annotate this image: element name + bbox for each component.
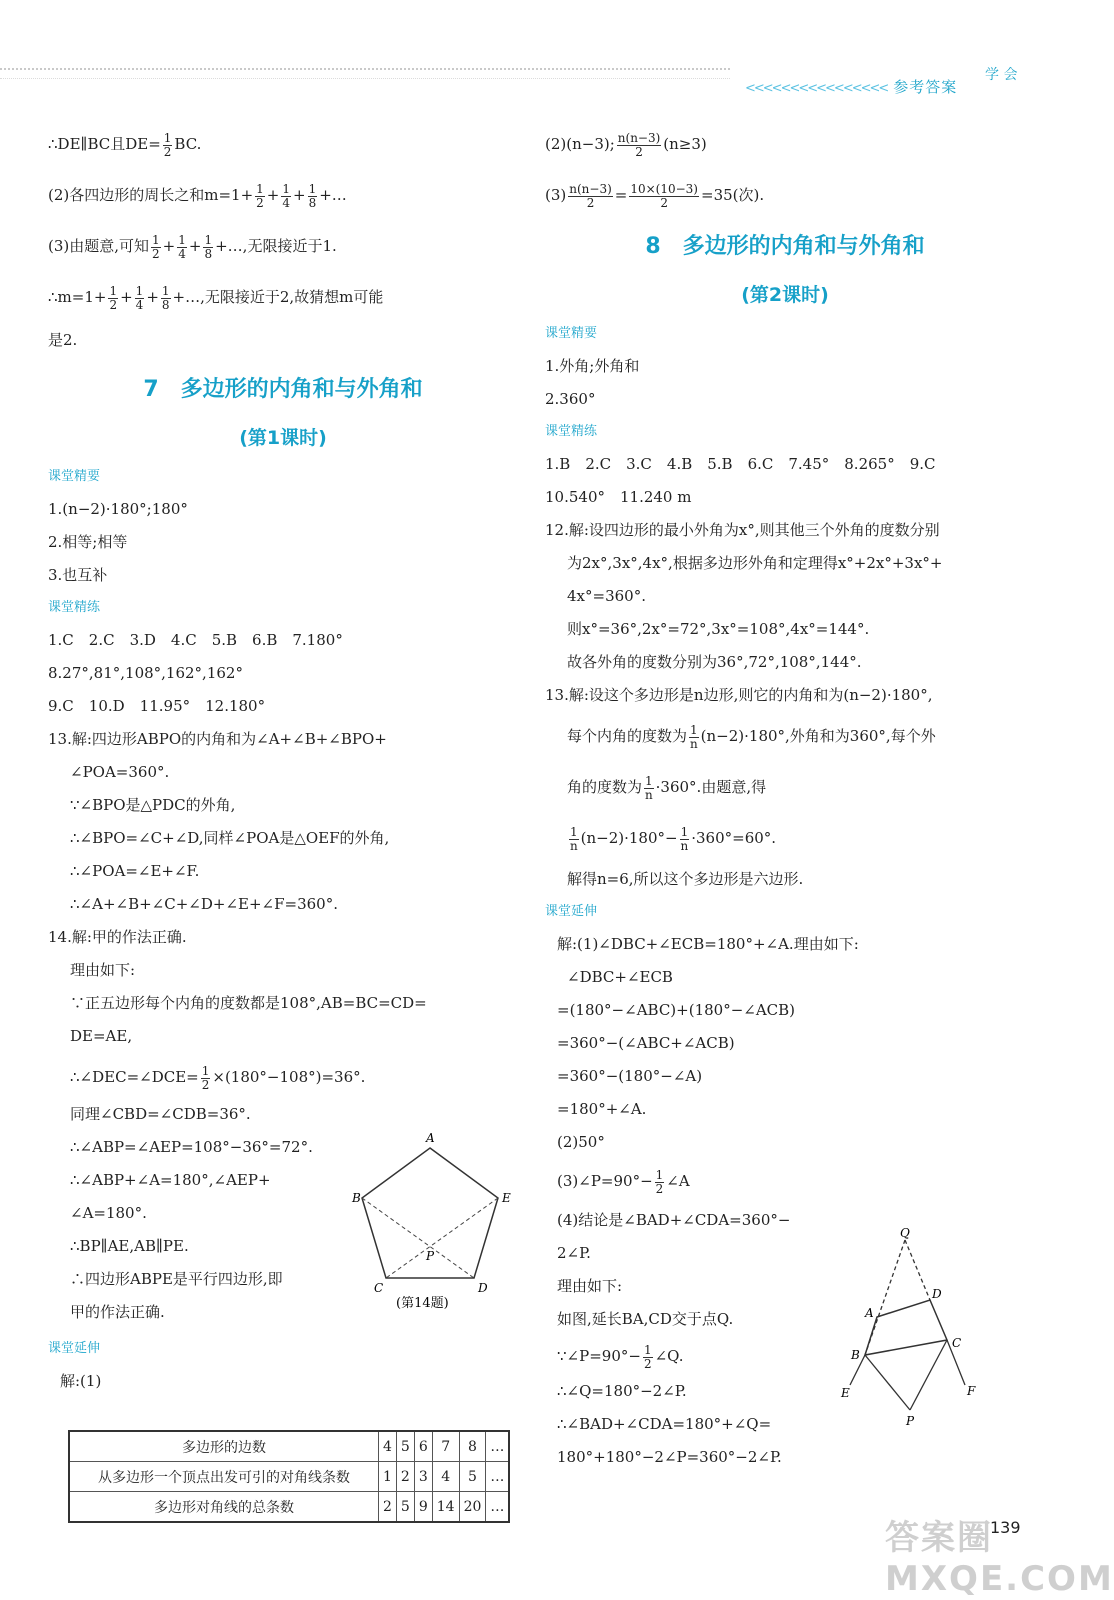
figure-caption: (第14题) [396,1296,449,1311]
table-cell: 9 [414,1492,432,1523]
section-label: 课堂精练 [48,600,101,615]
table-cell: 5 [396,1431,414,1462]
extension-line [905,1240,930,1300]
q12-line: 故各外角的度数分别为36°,72°,108°,144°. [567,653,862,671]
table-cell: … [486,1431,510,1462]
point-label: E [502,1191,511,1205]
point-label: P [426,1249,435,1263]
table-cell: 5 [396,1492,414,1523]
ys-line: =(180°−∠ABC)+(180°−∠ACB) [557,1001,796,1019]
text-line: 是2. [48,331,78,349]
ys-line: =360°−(∠ABC+∠ACB) [557,1034,735,1052]
point-label: D [932,1287,942,1301]
ys-line: 如图,延长BA,CD交于点Q. [557,1310,734,1328]
text-line: (2)(n−3); $\frac{n(n-3)}{2}$ (n≥3) [545,130,707,159]
table-cell: 2 [379,1492,397,1523]
ys-line: (3)∠P=90°− $\frac{1}{2}$ ∠A [557,1167,690,1196]
point-label: B [851,1348,860,1362]
corner-mark: 学 会 [985,67,1018,83]
section-label: 课堂精要 [545,326,598,341]
pentagon-figure [350,1120,520,1310]
q14-line: 14.解:甲的作法正确. [48,928,187,946]
q12-line: 12.解:设四边形的最小外角为x°,则其他三个外角的度数分别 [545,521,940,539]
ys-line: 2∠P. [557,1244,591,1262]
segment [865,1355,910,1410]
answer-line: 1.外角;外角和 [545,357,640,375]
dashed-diagonal [386,1198,498,1278]
quadrilateral-figure [835,1225,985,1440]
q14-line: 同理∠CBD=∠CDB=36°. [70,1105,251,1123]
q13-line: 角的度数为 $\frac{1}{n}$ ·360°.由题意,得 [567,773,767,802]
point-label: C [374,1281,384,1295]
text-line: (3)由题意,可知 $\frac{1}{2}$ + $\frac{1}{4}$ + $\frac{1}{8}$ +…,无限接近于1. [48,232,337,261]
section-title: 7 多边形的内角和与外角和 [143,377,423,402]
text-line: ∴m=1+ $\frac{1}{2}$ + $\frac{1}{4}$ + $\frac{1}{8}$ +…,无限接近于2,故猜想m可能 [48,283,384,312]
section-label: 课堂延伸 [545,904,598,919]
q14-line: 理由如下: [70,961,136,979]
point-label: A [426,1131,435,1145]
q13-line: ∵∠BPO是△PDC的外角, [70,796,236,814]
page-number: 139 [990,1518,1021,1537]
fraction: $\frac{1}{2}$ [163,130,172,159]
diagonal-table [68,1430,510,1523]
chevron-icon: <<<<<<<<<<<<<<<< [745,81,888,96]
q14-line: ∠A=180°. [70,1204,147,1222]
q14-line: ∴∠DEC=∠DCE= $\frac{1}{2}$ ×(180°−108°)=36°. [70,1063,366,1092]
header-label [745,76,957,97]
q14-line: ∴四边形ABPE是平行四边形,即 [70,1270,283,1288]
table-row [69,1431,509,1462]
dashed-diagonal [362,1198,474,1278]
header-dots [0,68,730,70]
table-cell: 20 [459,1492,486,1523]
point-label: P [906,1414,915,1428]
section-label: 课堂精练 [545,424,598,439]
point-label: E [841,1386,850,1400]
segment [910,1340,947,1410]
header-title: 参考答案 [893,78,958,96]
section-label: 课堂延伸 [48,1341,101,1356]
point-label: Q [900,1226,910,1240]
table-cell: 8 [459,1431,486,1462]
ys-line: ∵∠P=90°− $\frac{1}{2}$ ∠Q. [557,1342,684,1371]
table-cell: 多边形对角线的总条数 [69,1492,379,1523]
q14-line: DE=AE, [70,1027,133,1045]
q14-line: 甲的作法正确. [70,1303,165,1321]
quadrilateral [865,1300,947,1355]
q13-line: ∴∠BPO=∠C+∠D,同样∠POA是△OEF的外角, [70,829,390,847]
table-cell: 6 [414,1431,432,1462]
q12-line: 为2x°,3x°,4x°,根据多边形外角和定理得x°+2x°+3x°+ [567,554,943,572]
ys-line: 理由如下: [557,1277,623,1295]
section-title: 8 多边形的内角和与外角和 [645,234,925,259]
answer-line: 3.也互补 [48,566,108,584]
q13-line: $\frac{1}{n}$ (n−2)·180°− $\frac{1}{n}$ ·360°=60°. [569,824,777,853]
q14-line: ∴∠ABP=∠AEP=108°−36°=72°. [70,1138,313,1156]
header-dots-2 [0,78,730,79]
ys-line: =180°+∠A. [557,1100,647,1118]
text-line: (2)各四边形的周长之和m=1+ $\frac{1}{2}$ + $\frac{1}{4}$ + $\frac{1}{8}$ +… [48,181,347,210]
section-label: 课堂精要 [48,469,101,484]
table-row [69,1492,509,1523]
answer-line: 2.360° [545,390,596,408]
q13-line: 解得n=6,所以这个多边形是六边形. [567,870,804,888]
table-cell: … [486,1462,510,1492]
table-cell: … [486,1492,510,1523]
answer-line: 2.相等;相等 [48,533,128,551]
point-label: A [865,1306,874,1320]
ys-line: 180°+180°−2∠P=360°−2∠P. [557,1448,782,1466]
table-cell: 1 [379,1462,397,1492]
answer-line: 1.C 2.C 3.D 4.C 5.B 6.B 7.180° [48,631,343,649]
section-subtitle: (第1课时) [239,427,327,449]
table-cell: 多边形的边数 [69,1431,379,1462]
answer-line: 1.(n−2)·180°;180° [48,500,188,518]
table-cell: 2 [396,1462,414,1492]
q14-line: ∵正五边形每个内角的度数都是108°,AB=BC=CD= [70,994,427,1012]
q13-line: ∴∠A+∠B+∠C+∠D+∠E+∠F=360°. [70,895,338,913]
ys-line: ∴∠BAD+∠CDA=180°+∠Q= [557,1415,772,1433]
answer-line: 8.27°,81°,108°,162°,162° [48,664,243,682]
q14-line: ∴BP∥AE,AB∥PE. [70,1237,189,1255]
section-subtitle: (第2课时) [741,284,829,306]
table-cell: 7 [432,1431,459,1462]
table-row [69,1462,509,1492]
table-cell: 4 [432,1462,459,1492]
q13-line: 每个内角的度数为 $\frac{1}{n}$ (n−2)·180°,外角和为360°,每个外 [567,722,936,751]
point-label: D [478,1281,488,1295]
q14-line: ∴∠ABP+∠A=180°,∠AEP+ [70,1171,271,1189]
point-label: F [967,1384,976,1398]
q12-line: 4x°=360°. [567,587,646,605]
q13-line: ∠POA=360°. [70,763,170,781]
text-line: (3) $\frac{n(n-3)}{2}$ = $\frac{10\times(10-3)}{2}$ =35(次). [545,181,765,210]
text-line: 解:(1) [60,1372,102,1390]
answer-line: 1.B 2.C 3.C 4.B 5.B 6.C 7.45° 8.265° 9.C [545,455,936,473]
point-label: C [952,1336,962,1350]
point-label: B [352,1191,361,1205]
table-cell: 从多边形一个顶点出发可引的对角线条数 [69,1462,379,1492]
q12-line: 则x°=36°,2x°=72°,3x°=108°,4x°=144°. [567,620,870,638]
q13-line: 13.解:设这个多边形是n边形,则它的内角和为(n−2)·180°, [545,686,933,704]
table-cell: 5 [459,1462,486,1492]
answer-line: 9.C 10.D 11.95° 12.180° [48,697,266,715]
ys-line: (4)结论是∠BAD+∠CDA=360°− [557,1211,791,1229]
watermark: 答案圈 MXQE.COM [885,1518,1114,1599]
ys-line: ∠DBC+∠ECB [567,968,673,986]
table-cell: 4 [379,1431,397,1462]
q13-line: ∴∠POA=∠E+∠F. [70,862,200,880]
ys-line: ∴∠Q=180°−2∠P. [557,1382,687,1400]
ys-line: 解:(1)∠DBC+∠ECB=180°+∠A.理由如下: [557,935,859,953]
q13-line: 13.解:四边形ABPO的内角和为∠A+∠B+∠BPO+ [48,730,387,748]
text-line: ∴DE∥BC且DE= $\frac{1}{2}$ BC. [48,130,202,159]
table-cell: 3 [414,1462,432,1492]
answer-line: 10.540° 11.240 m [545,488,692,506]
ys-line: (2)50° [557,1133,605,1151]
table-cell: 14 [432,1492,459,1523]
ys-line: =360°−(180°−∠A) [557,1067,703,1085]
